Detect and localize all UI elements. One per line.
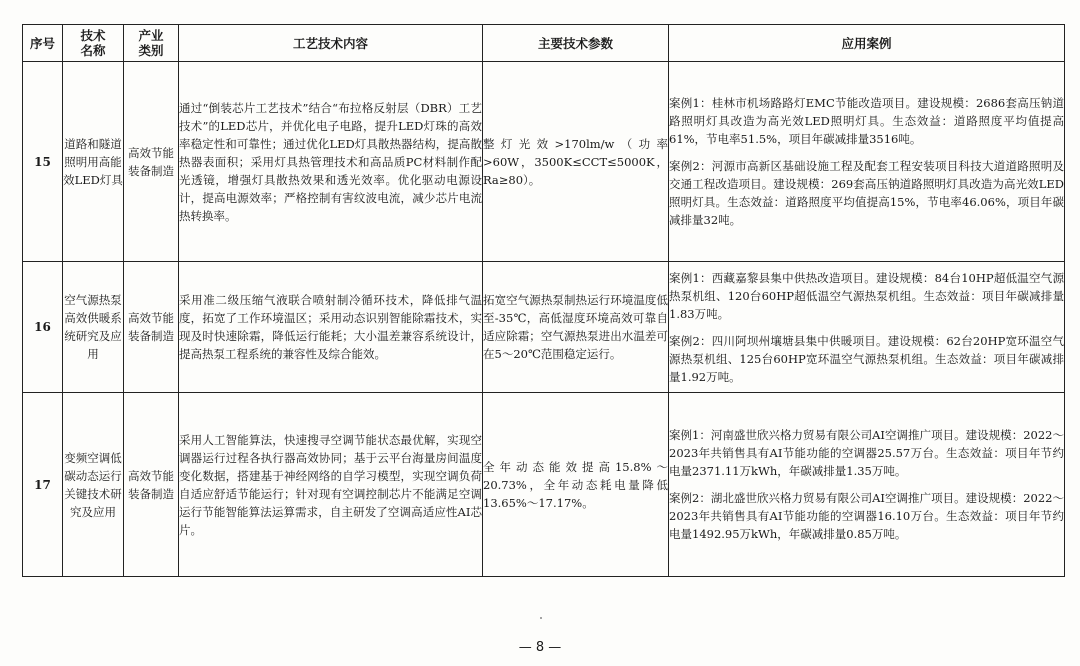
row-tech-name: 变频空调低碳动态运行关键技术研究及应用	[63, 393, 124, 577]
case-1: 案例1：桂林市机场路路灯EMC节能改造项目。建设规模：2686套高压钠道路照明灯具改造为高光效LED照明灯具。生态效益：道路照度平均值提高61%，节电率51.5%，项目年碳减排量3516吨。	[669, 96, 1064, 146]
row-cases	[669, 262, 1065, 393]
case-1: 案例1：河南盛世欣兴格力贸易有限公司AI空调推广项目。建设规模：2022～2023年共销售具有AI节能功能的空调器25.57万台。生态效益：项目年节约电量2371.11万kWh，年碳减排量1.35万吨。	[669, 428, 1064, 478]
header-category: 产业类别	[124, 25, 179, 62]
row-content: 通过“倒装芯片工艺技术”结合“布拉格反射层（DBR）工艺技术”的LED芯片，并优化电子电路，提升LED灯珠的高效率稳定性和可靠性；通过优化LED灯具散热器结构，提高散热器表面积；采用灯具热管理技术和高品质PC材料制作配光透镜，增强灯具散热效果和透光效率。优化驱动电源设计，提高电源效率；严格控制有害纹波电流，减少芯片电流热转换率。	[179, 62, 483, 262]
row-cases	[669, 393, 1065, 577]
case-2: 案例2：四川阿坝州壤塘县集中供暖项目。建设规模：62台20HP宽环温空气源热泵机组、125台60HP宽环温空气源热泵机组。生态效益：项目年碳减排量1.92万吨。	[669, 333, 1064, 384]
table-row	[23, 62, 1065, 262]
table-row	[23, 262, 1065, 393]
table-row	[23, 393, 1065, 577]
row-index: 16	[23, 262, 63, 393]
row-content: 采用人工智能算法，快速搜寻空调节能状态最优解，实现空调器运行过程各执行器高效协同；基于云平台海量房间温度变化数据，搭建基于神经网络的自学习模型，实现空调负荷自适应舒适节能运行；针对现有空调控制芯片不能满足空调运行节能智能算法运算需求，自主研发了空调高适应性AI芯片。	[179, 393, 483, 577]
row-category: 高效节能装备制造	[124, 262, 179, 393]
row-params: 拓宽空气源热泵制热运行环境温度低至-35℃，高低湿度环境高效可靠自适应除霜；空气源热泵进出水温差可在5～20℃范围稳定运行。	[483, 262, 669, 393]
header-content: 工艺技术内容	[179, 25, 483, 62]
row-content: 采用准二级压缩气液联合喷射制冷循环技术，降低排气温度，拓宽了工作环境温区；采用动态识别智能除霜技术，实现及时快速除霜，降低运行能耗；大小温差兼容系统设计，提高热泵工程系统的兼容性及综合能效。	[179, 262, 483, 393]
row-params: 全年动态能效提高15.8%～20.73%，全年动态耗电量降低13.65%～17.17%。	[483, 393, 669, 577]
row-category: 高效节能装备制造	[124, 62, 179, 262]
row-tech-name: 空气源热泵高效供暖系统研究及应用	[63, 262, 124, 393]
row-cases	[669, 62, 1065, 262]
technology-table	[22, 24, 1065, 577]
row-category: 高效节能装备制造	[124, 393, 179, 577]
row-params: 整灯光效>170lm/w（功率>60W，3500K≤CCT≤5000K，Ra≥80）。	[483, 62, 669, 262]
case-2: 案例2：湖北盛世欣兴格力贸易有限公司AI空调推广项目。建设规模：2022～2023年共销售具有AI节能功能的空调器16.10万台。生态效益：项目年节约电量1492.95万kWh，年碳减排量0.85万吨。	[669, 491, 1064, 541]
row-tech-name: 道路和隧道照明用高能效LED灯具	[63, 62, 124, 262]
scan-dot	[540, 617, 542, 619]
row-index: 17	[23, 393, 63, 577]
row-index: 15	[23, 62, 63, 262]
header-index: 序号	[23, 25, 63, 62]
case-2: 案例2：河源市高新区基础设施工程及配套工程安装项目科技大道道路照明及交通工程改造项目。建设规模：269套高压钠道路照明灯具改造为高光效LED照明灯具。生态效益：道路照度平均值提高15%，节电率46.06%，项目年碳减排量32吨。	[669, 159, 1064, 227]
table-header-row	[23, 25, 1065, 62]
header-params: 主要技术参数	[483, 25, 669, 62]
header-tech-name: 技术名称	[63, 25, 124, 62]
header-cases: 应用案例	[669, 25, 1065, 62]
page-number: — 8 —	[518, 640, 562, 655]
case-1: 案例1：西藏嘉黎县集中供热改造项目。建设规模：84台10HP超低温空气源热泵机组、120台60HP超低温空气源热泵机组。生态效益：项目年碳减排量1.83万吨。	[669, 270, 1064, 321]
